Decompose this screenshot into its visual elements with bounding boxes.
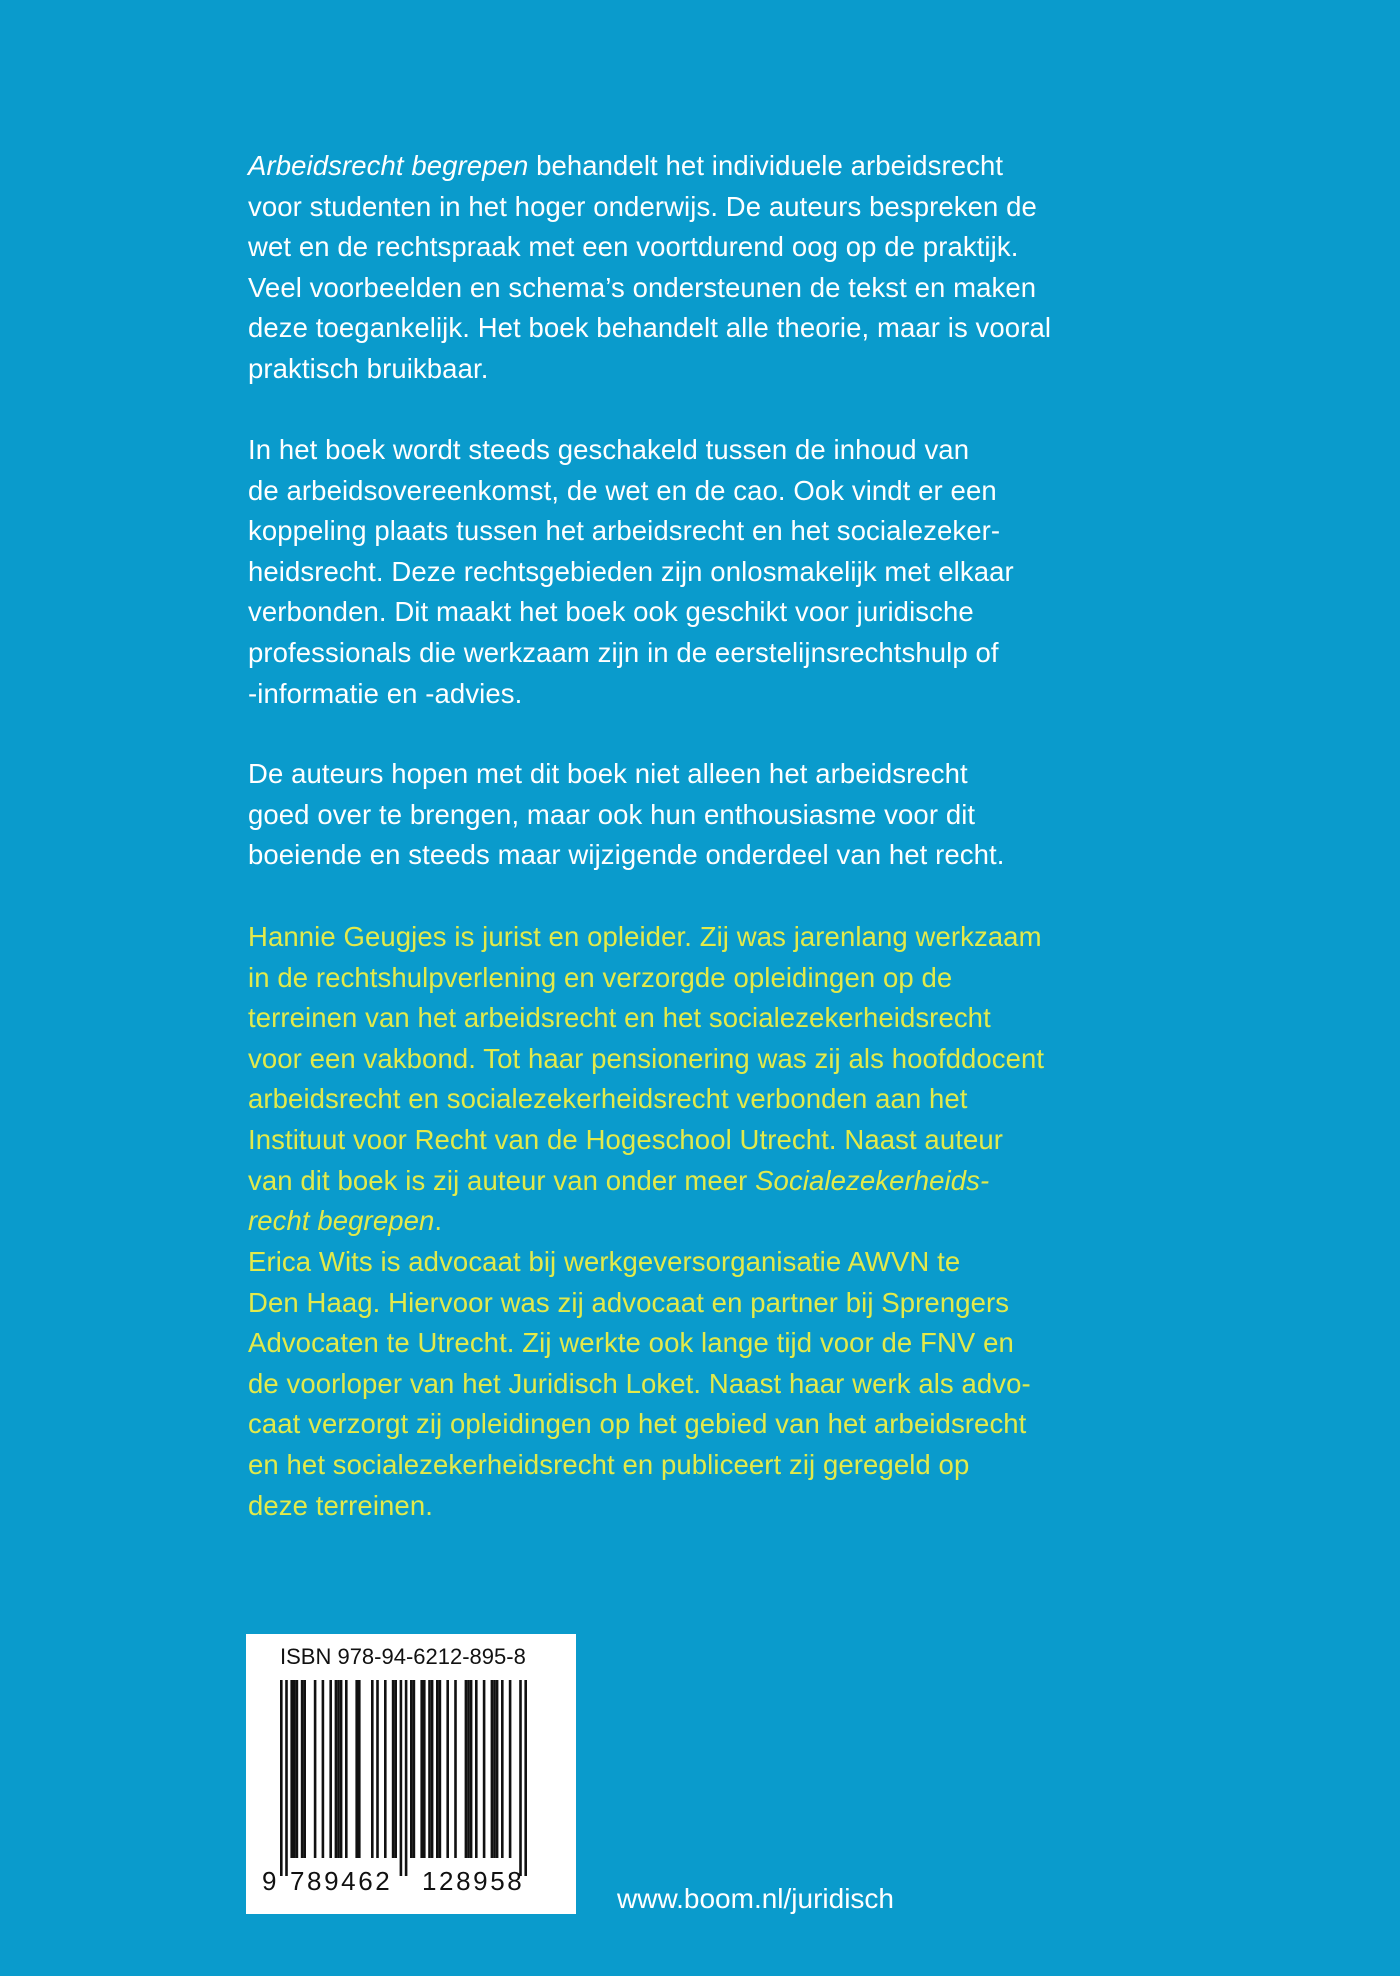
barcode-bar <box>285 1680 288 1876</box>
blurb-line: boeiende en steeds maar wijzigende onderdeel van het recht. <box>248 839 1005 871</box>
barcode-bar <box>290 1680 293 1858</box>
blurb-line: goed over te brengen, maar ook hun enthousiasme voor dit <box>248 798 976 830</box>
barcode-bar <box>446 1680 449 1858</box>
blurb-line: koppeling plaats tussen het arbeidsrecht en het socialezeker- <box>248 515 1001 547</box>
barcode-bar <box>293 1680 296 1858</box>
book-title-italic: Arbeidsrecht begrepen <box>248 150 529 181</box>
barcode-bar <box>493 1680 496 1858</box>
related-book-title-italic: Socialezekerheids- <box>755 1164 990 1196</box>
author-bio-hannie-geugjes <box>248 917 1168 1242</box>
barcode-bar <box>394 1680 397 1858</box>
blurb-paragraph-1 <box>248 146 1168 390</box>
barcode-right-digits: 128958 <box>422 1866 525 1896</box>
isbn-label: ISBN 978-94-6212-895-8 <box>280 1644 526 1669</box>
barcode-bar <box>428 1680 431 1858</box>
barcode-bar <box>376 1680 379 1858</box>
barcode-bar <box>431 1680 434 1858</box>
barcode-bar <box>465 1680 468 1858</box>
blurb-line: De auteurs hopen met dit boek niet alleen het arbeidsrecht <box>248 758 968 789</box>
barcode-bar <box>509 1680 512 1858</box>
blurb-line: verbonden. Dit maakt het boek ook geschikt voor juridische <box>248 596 974 628</box>
barcode-bar <box>400 1680 403 1876</box>
bio-line: Advocaten te Utrecht. Zij werkte ook lange tijd voor de FNV en <box>248 1327 1014 1359</box>
blurb-paragraph-3 <box>248 754 1168 876</box>
bio-line: Den Haag. Hiervoor was zij advocaat en partner bij Sprengers <box>248 1286 1010 1318</box>
blurb-line: praktisch bruikbaar. <box>248 352 489 384</box>
publisher-url[interactable]: www.boom.nl/juridisch <box>617 1883 894 1914</box>
bio-line: de voorloper van het Juridisch Loket. Naast haar werk als advo- <box>248 1367 1031 1399</box>
bio-line: caat verzorgt zij opleidingen op het gebied van het arbeidsrecht <box>248 1408 1027 1440</box>
blurb-line: voor studenten in het hoger onderwijs. De auteurs bespreken de <box>248 190 1037 222</box>
barcode-bar <box>496 1680 499 1858</box>
barcode-bar <box>314 1680 317 1858</box>
bio-line: terreinen van het arbeidsrecht en het socialezekerheidsrecht <box>248 1002 991 1034</box>
blurb-line: de arbeidsovereenkomst, de wet en de cao. Ook vindt er een <box>248 474 997 506</box>
barcode-left-digits: 789462 <box>290 1866 393 1896</box>
bio-line: Erica Wits is advocaat bij werkgeversorganisatie AWVN te <box>248 1246 961 1277</box>
blurb-line: professionals die werkzaam zijn in de eerstelijnsrechtshulp of <box>248 636 999 668</box>
barcode-bar <box>475 1680 478 1858</box>
bio-line: van dit boek is zij auteur van onder meer Socialezekerheids- <box>248 1164 990 1196</box>
bio-line: arbeidsrecht en socialezekerheidsrecht verbonden aan het <box>248 1083 968 1115</box>
barcode-bar <box>420 1680 423 1858</box>
barcode-bar <box>491 1680 494 1858</box>
barcode-bar <box>483 1680 486 1858</box>
blurb-line: In het boek wordt steeds geschakeld tussen de inhoud van <box>248 434 970 465</box>
barcode-bar <box>439 1680 442 1858</box>
barcode-bar <box>355 1680 358 1858</box>
barcode-bar <box>329 1680 332 1858</box>
barcode-bar <box>524 1680 527 1876</box>
barcode-bar <box>405 1680 408 1876</box>
barcode-bar <box>301 1680 304 1858</box>
bio-line: voor een vakbond. Tot haar pensionering was zij als hoofddocent <box>248 1042 1045 1074</box>
barcode-bar <box>358 1680 361 1858</box>
barcode-bar <box>410 1680 413 1858</box>
related-book-title-italic: recht begrepen <box>248 1205 435 1237</box>
blurb-paragraph-2 <box>248 430 1168 714</box>
barcode-bar <box>340 1680 343 1858</box>
blurb-line: Veel voorbeelden en schema’s ondersteunen de tekst en maken <box>248 271 1037 303</box>
bio-line: Hannie Geugjes is jurist en opleider. Zij was jarenlang werkzaam <box>248 921 1042 952</box>
barcode-bar <box>501 1680 504 1858</box>
barcode-bar <box>392 1680 395 1858</box>
barcode-bar <box>436 1680 439 1858</box>
barcode-bar <box>345 1680 348 1858</box>
barcode-bar <box>371 1680 374 1858</box>
isbn-barcode <box>246 1634 576 1914</box>
barcode-bar <box>337 1680 340 1858</box>
bio-line: recht begrepen. <box>248 1205 443 1237</box>
blurb-line: wet en de rechtspraak met een voortdurend oog op de praktijk. <box>248 231 1019 263</box>
bio-line: in de rechtshulpverlening en verzorgde opleidingen op de <box>248 961 953 993</box>
barcode-bar <box>470 1680 473 1858</box>
barcode-bar <box>384 1680 387 1858</box>
barcode-bar <box>423 1680 426 1858</box>
barcode-bar <box>303 1680 306 1858</box>
barcode-bar <box>335 1680 338 1858</box>
blurb-line: Arbeidsrecht begrepen behandelt het individuele arbeidsrecht <box>248 150 1004 181</box>
barcode-bar <box>454 1680 457 1858</box>
bio-line: en het socialezekerheidsrecht en publiceert zij geregeld op <box>248 1448 970 1480</box>
author-bio-erica-wits <box>248 1242 1168 1526</box>
blurb-line: heidsrecht. Deze rechtsgebieden zijn onlosmakelijk met elkaar <box>248 555 1014 587</box>
blurb-line: -informatie en -advies. <box>248 677 523 709</box>
bio-line: deze terreinen. <box>248 1489 433 1521</box>
barcode-bar <box>280 1680 283 1876</box>
barcode-bar <box>467 1680 470 1858</box>
barcode-first-digit: 9 <box>262 1866 277 1896</box>
barcode-bar <box>413 1680 416 1858</box>
barcode-bar <box>519 1680 522 1876</box>
blurb-line: deze toegankelijk. Het boek behandelt alle theorie, maar is vooral <box>248 312 1052 344</box>
barcode-bar <box>322 1680 325 1858</box>
bio-line: Instituut voor Recht van de Hogeschool Utrecht. Naast auteur <box>248 1123 1004 1155</box>
barcode-bar <box>296 1680 299 1858</box>
